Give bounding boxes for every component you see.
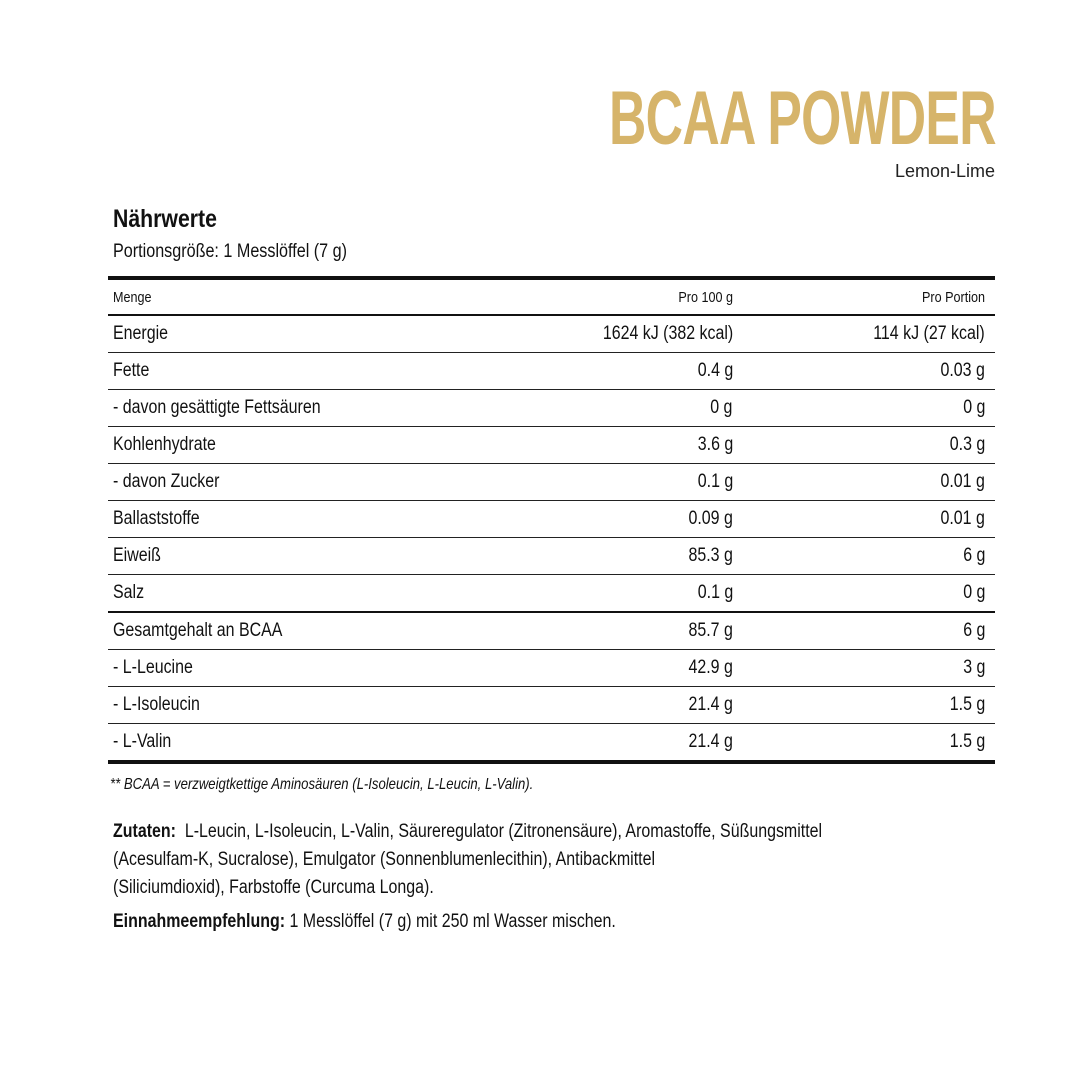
value-per-portion: 0 g — [962, 582, 985, 603]
row-label: - davon Zucker — [113, 471, 220, 492]
table-row-salt — [108, 575, 995, 613]
row-label: - L-Leucine — [113, 657, 193, 678]
ingredients-line-2: (Acesulfam-K, Sucralose), Emulgator (Sonnenblumenlecithin), Antibackmittel — [113, 849, 655, 870]
serving-size: Portionsgröße: 1 Messlöffel (7 g) — [113, 241, 347, 262]
value-per-100g: 42.9 g — [688, 657, 733, 678]
table-row-l-isoleucine — [108, 687, 995, 724]
nutrition-table — [108, 276, 995, 764]
ingredients-label: Zutaten: — [113, 821, 176, 842]
row-label: Fette — [113, 360, 150, 381]
value-per-100g: 0.4 g — [697, 360, 733, 381]
product-title: BCAA POWDER — [609, 76, 996, 161]
row-label: Gesamtgehalt an BCAA — [113, 620, 283, 641]
table-row-l-leucine — [108, 650, 995, 687]
row-label: Salz — [113, 582, 145, 603]
ingredients-line-1: L-Leucin, L-Isoleucin, L-Valin, Säureregulator (Zitronensäure), Aromastoffe, Süßungsmittel — [184, 821, 823, 842]
recommendation-text: 1 Messlöffel (7 g) mit 250 ml Wasser mischen. — [289, 911, 616, 932]
value-per-portion: 0.01 g — [940, 471, 985, 492]
value-per-portion: 0.01 g — [940, 508, 985, 529]
row-label: Kohlenhydrate — [113, 434, 216, 455]
table-row-total-bcaa — [108, 612, 995, 650]
value-per-100g: 0 g — [710, 397, 733, 418]
table-row-saturated-fat — [108, 390, 995, 427]
column-header-per-100g: Pro 100 g — [533, 278, 743, 315]
bcaa-footnote: ** BCAA = verzweigtkettige Aminosäuren (L-Isoleucin, L-Leucin, L-Valin). — [110, 776, 534, 793]
ingredients-section — [113, 818, 936, 936]
table-row-fiber — [108, 501, 995, 538]
nutrition-facts — [108, 204, 995, 794]
ingredients-paragraph — [113, 818, 936, 902]
column-header-per-portion: Pro Portion — [743, 278, 995, 315]
row-label: Eiweiß — [113, 545, 161, 566]
value-per-100g: 21.4 g — [688, 731, 733, 752]
table-row-sugar — [108, 464, 995, 501]
row-label: Ballaststoffe — [113, 508, 200, 529]
value-per-100g: 21.4 g — [688, 694, 733, 715]
value-per-portion: 3 g — [962, 657, 985, 678]
row-label: - davon gesättigte Fettsäuren — [113, 397, 321, 418]
row-label: - L-Valin — [113, 731, 172, 752]
value-per-100g: 1624 kJ (382 kcal) — [602, 323, 733, 344]
value-per-portion: 0.3 g — [949, 434, 985, 455]
table-row-l-valine — [108, 724, 995, 763]
value-per-portion: 0.03 g — [940, 360, 985, 381]
value-per-portion: 6 g — [962, 620, 985, 641]
product-flavor: Lemon-Lime — [894, 161, 995, 181]
row-label: Energie — [113, 323, 169, 344]
ingredients-line-3: (Siliciumdioxid), Farbstoffe (Curcuma Longa). — [113, 877, 434, 898]
value-per-100g: 85.3 g — [688, 545, 733, 566]
value-per-portion: 1.5 g — [949, 694, 985, 715]
column-header-amount: Menge — [108, 278, 533, 315]
product-header — [427, 76, 996, 182]
value-per-100g: 85.7 g — [688, 620, 733, 641]
recommendation-label: Einnahmeempfehlung: — [113, 911, 286, 932]
nutrition-title: Nährwerte — [113, 205, 217, 233]
value-per-100g: 3.6 g — [697, 434, 733, 455]
recommendation-paragraph — [113, 908, 936, 936]
table-row-fat — [108, 353, 995, 390]
value-per-portion: 114 kJ (27 kcal) — [873, 323, 985, 344]
value-per-portion: 1.5 g — [949, 731, 985, 752]
value-per-portion: 0 g — [962, 397, 985, 418]
row-label: - L-Isoleucin — [113, 694, 200, 715]
value-per-portion: 6 g — [962, 545, 985, 566]
table-row-protein — [108, 538, 995, 575]
table-row-carbohydrates — [108, 427, 995, 464]
value-per-100g: 0.1 g — [697, 582, 733, 603]
value-per-100g: 0.09 g — [688, 508, 733, 529]
value-per-100g: 0.1 g — [697, 471, 733, 492]
table-row-energy — [108, 315, 995, 353]
table-header-row — [108, 278, 995, 315]
